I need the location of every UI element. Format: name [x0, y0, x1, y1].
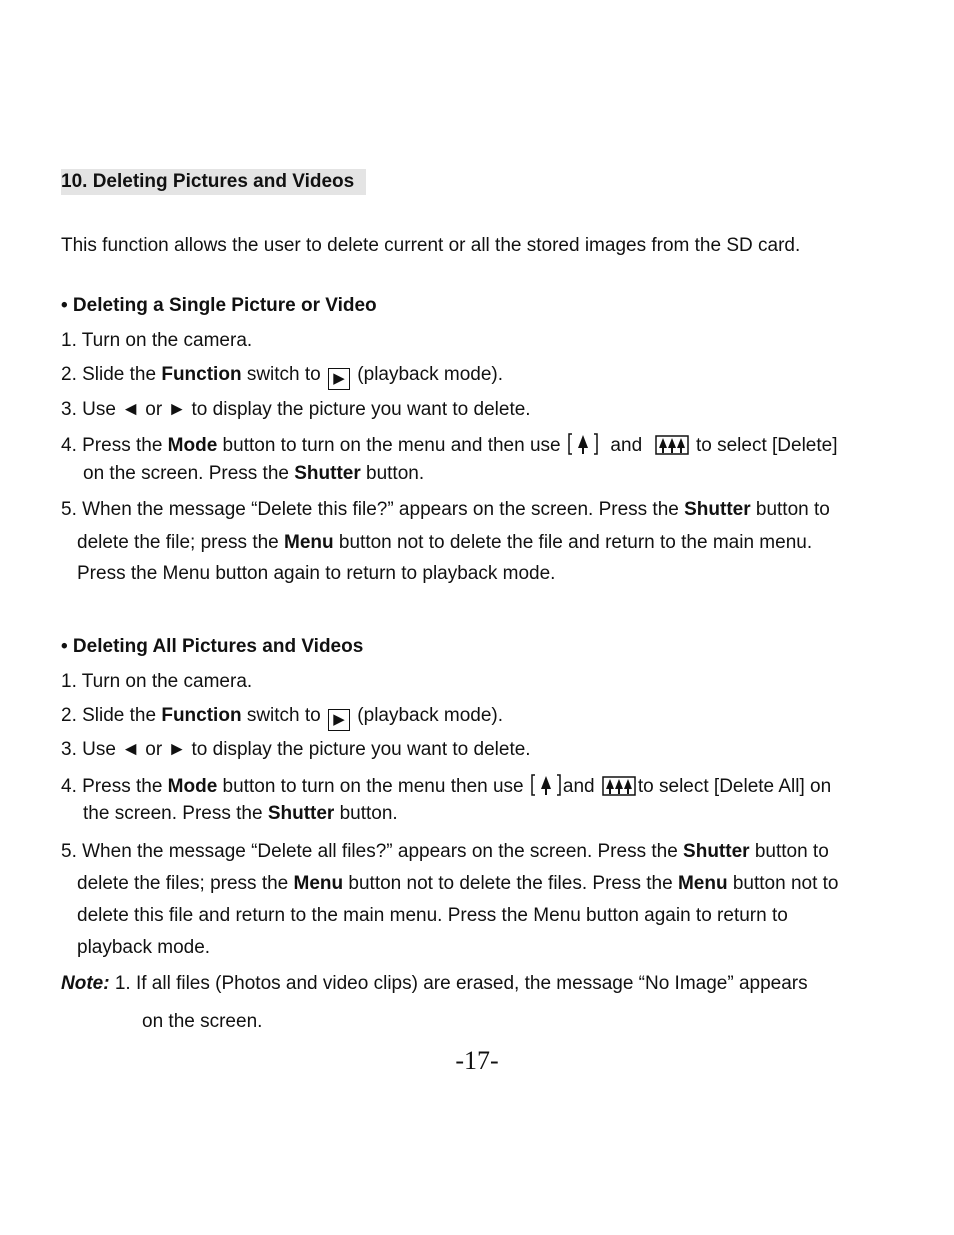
multi-tree-icon	[655, 435, 689, 461]
text: 2. Slide the	[61, 705, 162, 726]
shutter-label: Shutter	[684, 499, 751, 520]
text: button to turn on the menu and then use	[217, 435, 566, 456]
intro-paragraph: This function allows the user to delete current or all the stored images from the SD card.	[61, 235, 801, 256]
text: 5. When the message “Delete all files?” appears on the screen. Press the	[61, 841, 684, 862]
menu-label: Menu	[293, 873, 344, 894]
page-number: -17-	[455, 1046, 499, 1075]
text: button to turn on the menu then use	[217, 776, 529, 797]
shutter-label: Shutter	[294, 463, 361, 484]
text: 4. Press the	[61, 776, 168, 797]
all-step-5-cont2: delete this file and return to the main menu. Press the Menu button again to return to	[77, 905, 788, 926]
text: button not to delete the file and return to the main menu.	[333, 532, 813, 553]
text: button.	[360, 463, 425, 484]
single-tree-icon	[531, 774, 561, 802]
all-step-5-cont3: playback mode.	[77, 937, 211, 958]
text: and	[599, 435, 653, 456]
text: switch to	[241, 364, 327, 385]
note-line-1	[61, 973, 808, 995]
single-step-3: 3. Use ◄ or ► to display the picture you want to delete.	[61, 399, 531, 420]
text: to select [Delete All] on	[637, 776, 832, 797]
text: 5. When the message “Delete this file?” appears on the screen. Press the	[61, 499, 685, 520]
text: delete the files; press the	[77, 873, 294, 894]
text: 2. Slide the	[61, 364, 162, 385]
text: to select [Delete]	[690, 435, 838, 456]
text: on the screen. Press the	[83, 463, 295, 484]
playback-icon: ▶	[328, 709, 350, 731]
single-step-5	[61, 499, 830, 521]
mode-label: Mode	[167, 435, 218, 456]
playback-icon: ▶	[328, 368, 350, 390]
menu-label: Menu	[677, 873, 728, 894]
all-step-1: 1. Turn on the camera.	[61, 671, 253, 692]
text: and	[562, 776, 600, 797]
menu-label: Menu	[284, 532, 334, 553]
all-step-5-cont	[77, 873, 838, 895]
text: the screen. Press the	[83, 803, 268, 824]
single-step-1: 1. Turn on the camera.	[61, 330, 253, 351]
section-heading: 10. Deleting Pictures and Videos	[61, 169, 366, 195]
function-label: Function	[161, 364, 242, 385]
text: (playback mode).	[352, 705, 504, 726]
all-step-5	[61, 841, 829, 863]
subheading-all: • Deleting All Pictures and Videos	[61, 636, 364, 657]
all-step-2	[61, 705, 503, 731]
single-step-4	[61, 433, 838, 461]
single-step-2	[61, 364, 503, 390]
single-step-5-cont	[77, 532, 812, 554]
single-step-5-cont2: Press the Menu button again to return to playback mode.	[77, 563, 556, 584]
subheading-single: • Deleting a Single Picture or Video	[61, 295, 377, 316]
single-tree-icon	[568, 433, 598, 461]
text: switch to	[241, 705, 327, 726]
text: button to	[749, 841, 829, 862]
text: button not to	[727, 873, 839, 894]
text: 4. Press the	[61, 435, 168, 456]
all-step-4	[61, 774, 831, 802]
function-label: Function	[161, 705, 242, 726]
text: delete the file; press the	[77, 532, 285, 553]
single-step-4-cont	[83, 463, 424, 485]
multi-tree-icon	[602, 776, 636, 802]
text: 1. If all files (Photos and video clips) are erased, the message “No Image” appears	[109, 973, 808, 994]
text: button.	[334, 803, 398, 824]
all-step-4-cont	[83, 803, 398, 825]
text: button to	[750, 499, 830, 520]
note-label: Note:	[61, 973, 110, 994]
all-step-3: 3. Use ◄ or ► to display the picture you want to delete.	[61, 739, 531, 760]
shutter-label: Shutter	[267, 803, 335, 824]
mode-label: Mode	[167, 776, 218, 797]
shutter-label: Shutter	[683, 841, 750, 862]
note-line-2: on the screen.	[142, 1011, 263, 1032]
text: button not to delete the files. Press the	[343, 873, 678, 894]
text: (playback mode).	[352, 364, 504, 385]
